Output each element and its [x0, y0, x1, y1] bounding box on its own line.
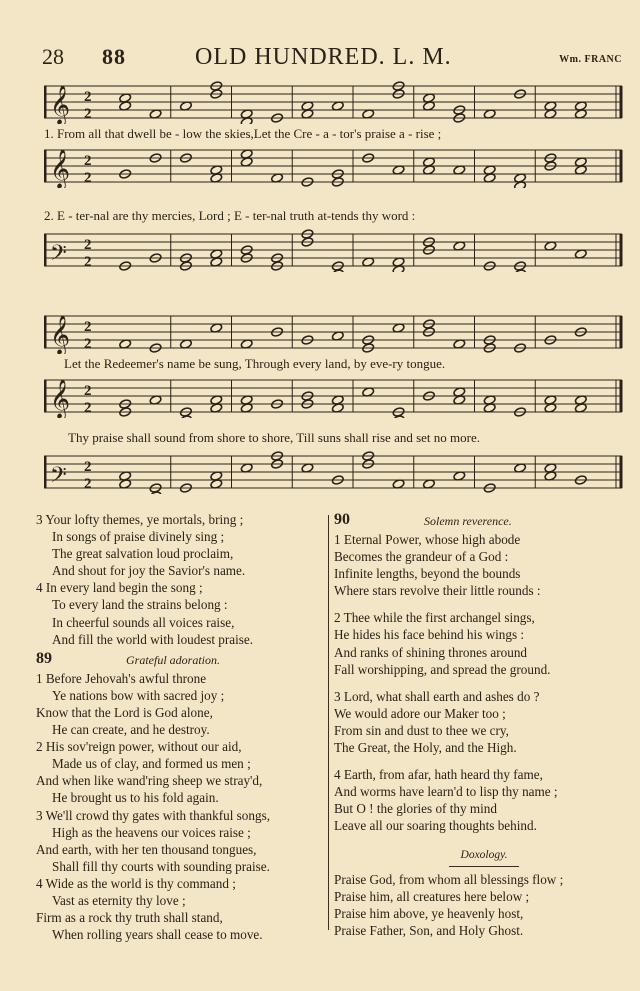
hymn89-verse-2 [36, 738, 328, 806]
hymn89-heading [36, 650, 328, 670]
left-column [36, 511, 328, 943]
verse-line: And ranks of shining thrones around [334, 644, 528, 660]
lyric-line-3: Let the Redeemer's name be sung, Through every land, by eve-ry tongue. [64, 356, 446, 371]
verse-line: When rolling years shall cease to move. [52, 927, 263, 943]
svg-text:2: 2 [84, 89, 92, 105]
lyric-line-1: 1. From all that dwell be - low the skies,Let the Cre - a - tor's praise a - rise ; [44, 126, 442, 141]
svg-text:2: 2 [84, 254, 92, 270]
hymn89-verse-3 [36, 807, 328, 875]
verse-line: And shout for joy the Savior's name. [52, 563, 246, 579]
verse-line: 1 Before Jehovah's awful throne [36, 670, 207, 686]
doxology [334, 871, 634, 939]
page-header [40, 44, 630, 72]
verse-line: Firm as a rock thy truth shall stand, [36, 910, 223, 926]
verse-line: The great salvation loud proclaim, [52, 546, 234, 562]
hymn88-verse-4 [36, 579, 328, 647]
verse-line: And earth, with her ten thousand tongues, [36, 841, 257, 857]
verse-line: Fall worshipping, and spread the ground. [334, 661, 551, 677]
verse-line: Where stars revolve their little rounds : [334, 583, 541, 599]
verse-line: Becomes the grandeur of a God : [334, 549, 509, 565]
verse-line: Made us of clay, and formed us men ; [52, 756, 251, 772]
hymn90-verse-4 [334, 766, 634, 834]
verse-line: 4 Earth, from afar, hath heard thy fame, [334, 767, 543, 783]
doxology-rule [449, 866, 519, 867]
staff-treble-2 [44, 144, 624, 188]
svg-text:2: 2 [84, 476, 92, 492]
verse-line: In cheerful sounds all voices raise, [52, 614, 235, 630]
tune-title: OLD HUNDRED. L. M. [195, 44, 452, 70]
svg-text:2: 2 [84, 400, 92, 416]
doxology-title: Doxology. [460, 848, 508, 861]
doxology-line: Praise Father, Son, and Holy Ghost. [334, 922, 524, 938]
verse-line: Infinite lengths, beyond the bounds [334, 566, 521, 582]
composer: Wm. FRANC [559, 54, 622, 65]
doxology-line: Praise him, all creatures here below ; [334, 888, 530, 904]
treble-clef-icon: 𝄞 [50, 379, 71, 418]
verse-line: He hides his face behind his wings : [334, 627, 525, 643]
page-number: 28 [42, 44, 64, 69]
verse-line: We would adore our Maker too ; [334, 705, 506, 721]
hymn89-verse-1 [36, 670, 328, 738]
verse-line: 3 We'll crowd thy gates with thankful songs, [36, 807, 271, 823]
verse-line: 2 His sov'reign power, without our aid, [36, 739, 242, 755]
lyric-line-4: Thy praise shall sound from shore to shore, Till suns shall rise and set no more. [68, 430, 480, 445]
hymn89-subtitle: Grateful adoration. [126, 652, 221, 667]
hymn90-subtitle: Solemn reverence. [424, 514, 512, 528]
hymn-number: 88 [102, 44, 126, 69]
right-column [334, 511, 634, 939]
doxology-line: Praise God, from whom all blessings flow ; [334, 871, 564, 887]
verse-line: Shall fill thy courts with sounding praise. [52, 858, 270, 874]
verse-line: Vast as eternity thy love ; [52, 892, 186, 908]
svg-text:2: 2 [84, 459, 92, 475]
svg-text:2: 2 [84, 106, 92, 122]
verse-line: 3 Lord, what shall earth and ashes do ? [334, 688, 540, 704]
lyric-line-2: 2. E - ter-nal are thy mercies, Lord ; E - ter-nal truth at-tends thy word : [44, 208, 416, 223]
verse-line: The Great, the Holy, and the High. [334, 740, 517, 756]
hymn89-number: 89 [36, 649, 52, 667]
verse-line: 2 Thee while the first archangel sings, [334, 610, 535, 626]
verse-line: And worms have learn'd to lisp thy name ; [334, 784, 558, 800]
verse-line: From sin and dust to thee we cry, [334, 722, 509, 738]
svg-text:2: 2 [84, 237, 92, 253]
verse-line: In songs of praise divinely sing ; [52, 529, 225, 545]
treble-clef-icon: 𝄞 [50, 85, 71, 124]
verse-line: Know that the Lord is God alone, [36, 704, 213, 720]
doxology-line: Praise him above, ye heavenly host, [334, 905, 524, 921]
verse-line: But O ! the glories of thy mind [334, 801, 497, 817]
verse-line: He can create, and he destroy. [52, 722, 210, 738]
svg-text:2: 2 [84, 170, 92, 186]
column-divider [328, 515, 329, 930]
svg-text:2: 2 [84, 319, 92, 335]
verse-line: 3 Your lofty themes, ye mortals, bring ; [36, 512, 244, 527]
treble-clef-icon: 𝄞 [50, 149, 71, 188]
staff-bass-2 [44, 450, 624, 494]
verse-line: He brought us to his fold again. [52, 790, 219, 806]
hymn90-verse-2 [334, 609, 634, 677]
verse-line: 4 In every land begin the song ; [36, 580, 203, 596]
staff-treble-3 [44, 310, 624, 354]
hymn89-verse-4 [36, 875, 328, 943]
verse-line: To every land the strains belong : [52, 597, 228, 613]
verse-line: And when like wand'ring sheep we stray'd, [36, 773, 263, 789]
svg-text:2: 2 [84, 153, 92, 169]
verse-line: High as the heavens our voices raise ; [52, 824, 251, 840]
staff-treble-1 [44, 80, 624, 124]
hymn90-verse-1 [334, 531, 634, 599]
bass-clef-icon: 𝄢 [50, 463, 67, 493]
verse-line: 4 Wide as the world is thy command ; [36, 875, 236, 891]
bass-clef-icon: 𝄢 [50, 241, 67, 271]
verse-line: 1 Eternal Power, whose high abode [334, 532, 521, 547]
verse-line: And fill the world with loudest praise. [52, 631, 254, 647]
hymn90-number: 90 [334, 511, 350, 528]
hymn90-verse-3 [334, 688, 634, 756]
staff-treble-4 [44, 374, 624, 418]
verse-line: Leave all our soaring thoughts behind. [334, 818, 537, 834]
svg-text:2: 2 [84, 383, 92, 399]
hymn90-heading [334, 511, 634, 531]
svg-text:2: 2 [84, 336, 92, 352]
verse-line: Ye nations bow with sacred joy ; [52, 687, 225, 703]
staff-bass-1 [44, 228, 624, 272]
treble-clef-icon: 𝄞 [50, 315, 71, 354]
hymn88-verse-3 [36, 511, 328, 579]
